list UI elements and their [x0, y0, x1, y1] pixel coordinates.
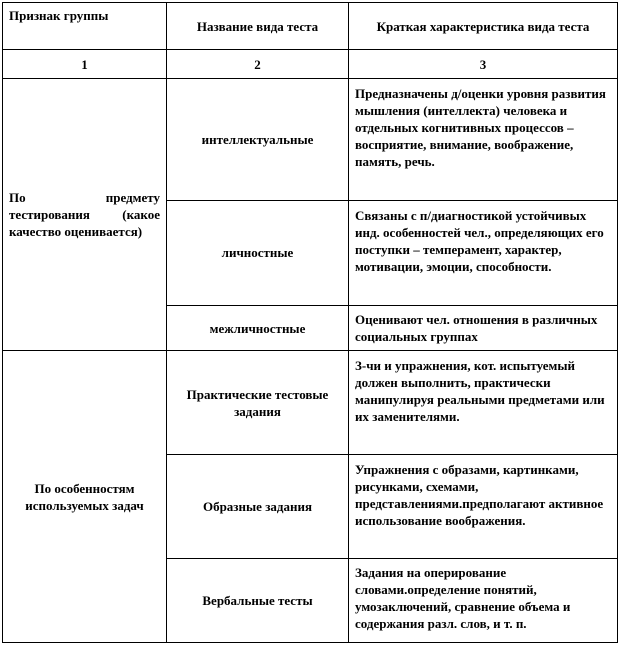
test-name-cell-personality: [166, 200, 349, 306]
header-test-description-label: Краткая характеристика вида теста: [376, 18, 590, 34]
test-name-verbal: Вербальные тесты: [202, 593, 313, 608]
desc-personality: Связаны с п/диагностикой устойчивых инд. особенностей чел., определяющих его поступки – темперамент, характер, мотивации, эмоции, способности.: [355, 208, 604, 274]
desc-cell-personality: [348, 200, 618, 306]
group-cell-tasks: [2, 350, 167, 643]
test-name-interpersonal: межличностные: [209, 320, 306, 336]
test-name-practical: Практические тестовые задания: [186, 386, 329, 419]
desc-intellectual: Предназначены д/оценки уровня развития мышления (интеллекта) человека и отдельных когнитивных процессов – восприятие, внимание, воображение, память, речь.: [355, 86, 606, 169]
test-name-cell-verbal: [166, 558, 349, 643]
header-group-attribute-label: Признак группы: [9, 8, 109, 23]
desc-practical: З-чи и упражнения, кот. испытуемый должен выполнить, практически манипулируя реальными предметами или их заменителями.: [355, 358, 605, 424]
group-label-tasks: По особенностям используемых задач: [25, 480, 144, 513]
desc-verbal: Задания на оперирование словами.определение понятий, умозаключений, сравнение объема и содержания разл. слов, и т. п.: [355, 565, 571, 631]
group-cell-subject: [2, 78, 167, 351]
header-test-name-label: Название вида теста: [196, 18, 319, 34]
column-number-1: [2, 49, 167, 79]
test-name-cell-practical: [166, 350, 349, 455]
desc-interpersonal: Оценивают чел. отношения в различных социальных группах: [355, 312, 598, 344]
test-name-intellectual: интеллектуальные: [201, 132, 314, 147]
test-name-cell-interpersonal: [166, 305, 349, 351]
desc-cell-verbal: [348, 558, 618, 643]
group-label-subject: По предмету тестирования (какое качество оценивается): [9, 190, 160, 239]
header-test-description: [348, 2, 618, 50]
column-number-3-label: 3: [479, 56, 487, 72]
desc-cell-practical: [348, 350, 618, 455]
header-group-attribute: [2, 2, 167, 50]
desc-cell-interpersonal: [348, 305, 618, 351]
desc-cell-imagery: [348, 454, 618, 559]
desc-imagery: Упражнения с образами, картинками, рисунками, схемами, представлениями.предполагают активное использование воображения.: [355, 462, 604, 528]
test-name-cell-imagery: [166, 454, 349, 559]
column-number-2-label: 2: [254, 56, 261, 72]
column-number-2: [166, 49, 349, 79]
column-number-1-label: 1: [81, 56, 88, 72]
header-test-name: [166, 2, 349, 50]
test-name-imagery: Образные задания: [202, 499, 313, 514]
test-name-personality: личностные: [221, 245, 294, 260]
column-number-3: [348, 49, 618, 79]
test-name-cell-intellectual: [166, 78, 349, 201]
desc-cell-intellectual: [348, 78, 618, 201]
